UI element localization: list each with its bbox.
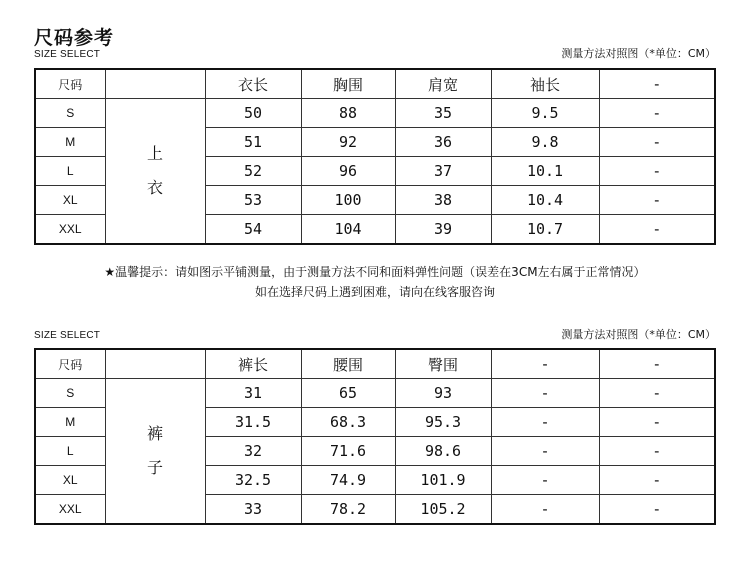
value-cell: - xyxy=(599,379,715,408)
table-header-row xyxy=(35,349,715,379)
value-cell: 53 xyxy=(205,186,301,215)
page-title: 尺码参考 xyxy=(34,27,115,49)
value-cell: 93 xyxy=(395,379,491,408)
value-cell: 88 xyxy=(301,99,395,128)
size-cell: M xyxy=(35,408,105,437)
value-cell: 98.6 xyxy=(395,437,491,466)
value-cell: 101.9 xyxy=(395,466,491,495)
size-cell: S xyxy=(35,99,105,128)
header-shoulder: 肩宽 xyxy=(395,69,491,99)
size-select-label-bottom: SIZE SELECT xyxy=(34,330,101,341)
value-cell: 105.2 xyxy=(395,495,491,525)
value-cell: 36 xyxy=(395,128,491,157)
value-cell: 95.3 xyxy=(395,408,491,437)
header-hip: 臀围 xyxy=(395,349,491,379)
value-cell: - xyxy=(599,215,715,245)
value-cell: 32 xyxy=(205,437,301,466)
value-cell: - xyxy=(599,157,715,186)
value-cell: - xyxy=(599,186,715,215)
value-cell: 9.5 xyxy=(491,99,599,128)
header-pant-length: 裤长 xyxy=(205,349,301,379)
value-cell: 32.5 xyxy=(205,466,301,495)
table-header-row xyxy=(35,69,715,99)
category-cell xyxy=(105,379,205,525)
value-cell: - xyxy=(599,495,715,525)
value-cell: 50 xyxy=(205,99,301,128)
size-cell: XXL xyxy=(35,495,105,525)
size-cell: S xyxy=(35,379,105,408)
value-cell: - xyxy=(491,495,599,525)
value-cell: 33 xyxy=(205,495,301,525)
value-cell: 10.4 xyxy=(491,186,599,215)
value-cell: 9.8 xyxy=(491,128,599,157)
value-cell: - xyxy=(491,437,599,466)
header-empty: - xyxy=(491,349,599,379)
unit-note-bottom: 测量方法对照图（*单位：CM） xyxy=(561,328,716,341)
header-empty: - xyxy=(599,69,715,99)
size-cell: XL xyxy=(35,186,105,215)
size-cell: L xyxy=(35,437,105,466)
value-cell: 54 xyxy=(205,215,301,245)
value-cell: 100 xyxy=(301,186,395,215)
size-cell: XXL xyxy=(35,215,105,245)
category-label: 上衣 xyxy=(146,143,163,197)
value-cell: 35 xyxy=(395,99,491,128)
value-cell: 71.6 xyxy=(301,437,395,466)
value-cell: 52 xyxy=(205,157,301,186)
value-cell: 65 xyxy=(301,379,395,408)
bottom-size-table xyxy=(34,348,716,525)
value-cell: 74.9 xyxy=(301,466,395,495)
tips-line-1: ★温馨提示：请如图示平铺测量，由于测量方法不同和面料弹性问题（误差在3CM左右属于正常情况） xyxy=(104,265,646,279)
header-size: 尺码 xyxy=(35,69,105,99)
value-cell: - xyxy=(599,408,715,437)
value-cell: 39 xyxy=(395,215,491,245)
value-cell: 10.7 xyxy=(491,215,599,245)
value-cell: 68.3 xyxy=(301,408,395,437)
value-cell: 31.5 xyxy=(205,408,301,437)
header-length: 衣长 xyxy=(205,69,301,99)
value-cell: 37 xyxy=(395,157,491,186)
size-select-label-top: SIZE SELECT xyxy=(34,49,101,60)
header-sleeve: 袖长 xyxy=(491,69,599,99)
header-empty: - xyxy=(599,349,715,379)
top-size-table xyxy=(34,68,716,245)
category-label: 裤子 xyxy=(146,423,163,477)
header-category xyxy=(105,69,205,99)
value-cell: 38 xyxy=(395,186,491,215)
header-waist: 腰围 xyxy=(301,349,395,379)
header-category xyxy=(105,349,205,379)
table-row xyxy=(35,99,715,128)
value-cell: - xyxy=(599,99,715,128)
value-cell: - xyxy=(599,437,715,466)
value-cell: - xyxy=(599,466,715,495)
size-cell: M xyxy=(35,128,105,157)
value-cell: 10.1 xyxy=(491,157,599,186)
value-cell: - xyxy=(599,128,715,157)
table-row xyxy=(35,379,715,408)
value-cell: 51 xyxy=(205,128,301,157)
header-chest: 胸围 xyxy=(301,69,395,99)
value-cell: - xyxy=(491,408,599,437)
value-cell: 78.2 xyxy=(301,495,395,525)
value-cell: - xyxy=(491,466,599,495)
size-cell: XL xyxy=(35,466,105,495)
value-cell: 96 xyxy=(301,157,395,186)
size-cell: L xyxy=(35,157,105,186)
value-cell: - xyxy=(491,379,599,408)
unit-note-top: 测量方法对照图（*单位：CM） xyxy=(561,47,716,60)
category-cell xyxy=(105,99,205,245)
value-cell: 92 xyxy=(301,128,395,157)
header-size: 尺码 xyxy=(35,349,105,379)
value-cell: 104 xyxy=(301,215,395,245)
tips-line-2: 如在选择尺码上遇到困难，请向在线客服咨询 xyxy=(254,285,495,299)
value-cell: 31 xyxy=(205,379,301,408)
